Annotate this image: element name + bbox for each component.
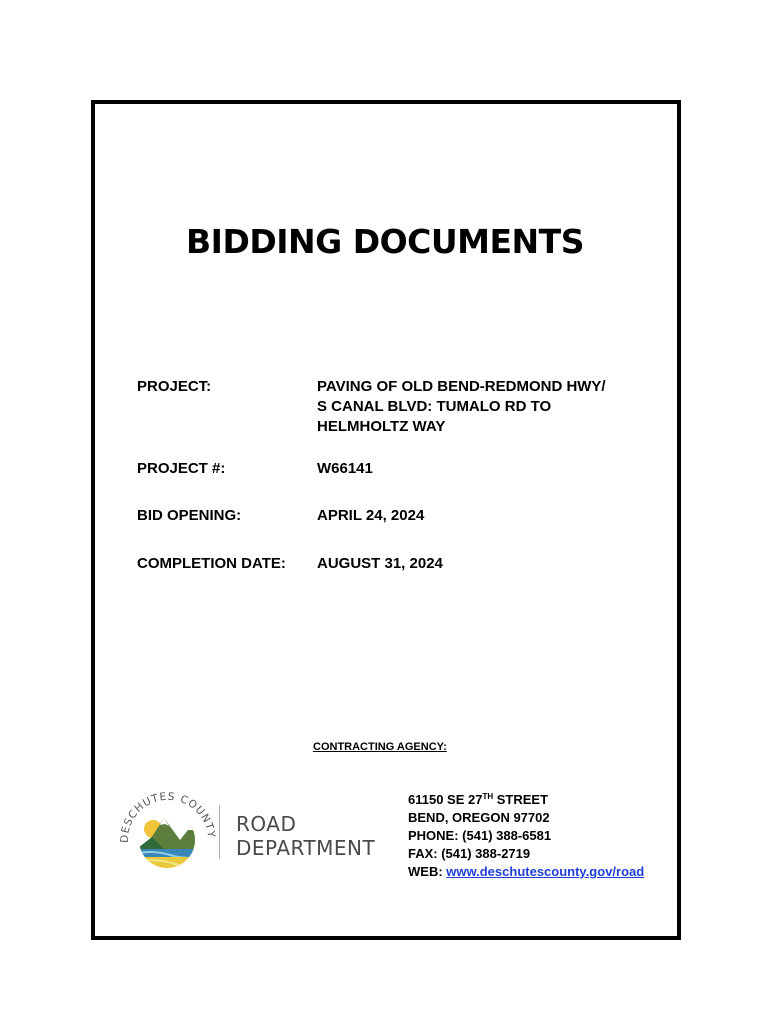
dept-line-2: DEPARTMENT xyxy=(236,836,376,860)
project-label: PROJECT: xyxy=(137,378,212,395)
road-department-wordmark xyxy=(236,812,375,860)
contracting-agency-label: CONTRACTING AGENCY: xyxy=(313,741,447,753)
project-value xyxy=(317,377,606,437)
web-label: WEB: xyxy=(408,864,447,879)
seal-text: ESCHUTES COUNTY xyxy=(120,790,218,840)
project-value-line-3: HELMHOLTZ WAY xyxy=(317,418,446,435)
city-state-zip: BEND, OREGON 97702 xyxy=(408,810,550,825)
project-value-line-2: S CANAL BLVD: TUMALO RD TO xyxy=(317,398,552,415)
street-address xyxy=(408,791,644,809)
completion-date-label: COMPLETION DATE: xyxy=(137,555,286,572)
project-value-line-1: PAVING OF OLD BEND-REDMOND HWY/ xyxy=(317,378,606,395)
agency-address xyxy=(408,791,644,881)
document-title: BIDDING DOCUMENTS xyxy=(186,222,584,261)
fax-number: FAX: (541) 388-2719 xyxy=(408,846,531,861)
completion-date-value: AUGUST 31, 2024 xyxy=(317,555,443,572)
website-link[interactable]: www.deschutescounty.gov/road xyxy=(446,864,645,879)
logo-divider xyxy=(219,805,220,859)
street-ordinal: TH xyxy=(482,792,494,801)
website-line xyxy=(408,863,644,881)
project-number-label: PROJECT #: xyxy=(137,460,226,477)
bid-opening-value: APRIL 24, 2024 xyxy=(317,507,425,524)
bid-opening-label: BID OPENING: xyxy=(137,507,242,524)
phone-number: PHONE: (541) 388-6581 xyxy=(408,828,552,843)
dept-line-1: ROAD xyxy=(236,812,297,836)
project-number-value: W66141 xyxy=(317,460,373,477)
street-name: STREET xyxy=(493,792,549,807)
county-seal-icon xyxy=(120,785,230,875)
street-number: 61150 SE 27 xyxy=(408,792,483,807)
